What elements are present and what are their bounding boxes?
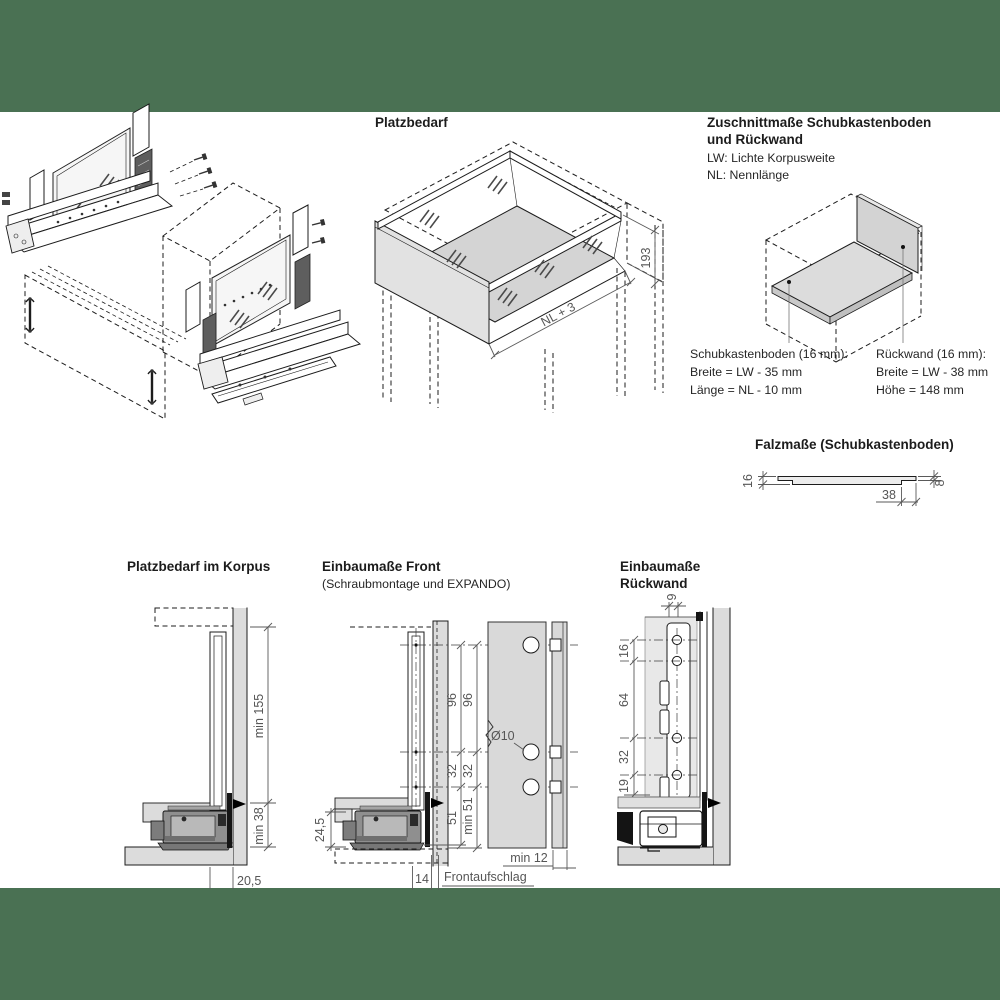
rear-runner — [617, 811, 702, 851]
drawer-bottom-board — [618, 797, 700, 808]
drawer-rail-back — [510, 151, 621, 219]
drawer-rail-left — [378, 151, 510, 229]
dim-9 — [661, 593, 686, 620]
dim-193 — [623, 215, 662, 288]
falz-drawing — [741, 470, 947, 506]
korpus-title: Platzbedarf im Korpus — [127, 559, 271, 574]
zuschnitt-drawing — [766, 194, 922, 362]
front-panel-edge-view — [550, 622, 567, 848]
dim-label-9: 9 — [665, 593, 679, 601]
dim-label-16: 16 — [617, 644, 631, 658]
falz-title: Falzmaße (Schubkastenboden) — [755, 437, 954, 452]
rueckwand-hoehe: Höhe = 148 mm — [876, 383, 964, 397]
zuschnitt-title-1: Zuschnittmaße Schubkastenboden — [707, 115, 932, 130]
dim-label-51: 51 — [445, 811, 459, 825]
end-cap — [186, 282, 200, 332]
end-cap — [293, 205, 308, 255]
drawer-front-profile — [408, 628, 424, 812]
dim-label-min38: min 38 — [252, 807, 266, 845]
dim-label-32-inner: 32 — [445, 764, 459, 778]
dim-label-64: 64 — [617, 693, 631, 707]
rueckwand-breite: Breite = LW - 38 mm — [876, 365, 989, 379]
dim-label-19: 19 — [617, 779, 631, 793]
dim-205 — [210, 867, 261, 889]
front-panel-section — [433, 621, 448, 866]
front-subtitle: (Schraubmontage und EXPANDO) — [322, 577, 511, 591]
label-frontaufschlag: Frontaufschlag — [444, 870, 527, 884]
dim-label-hole: Ø10 — [491, 729, 515, 743]
edge-notch — [550, 639, 561, 651]
zuschnitt-title-2: und Rückwand — [707, 132, 804, 147]
dim-label-16: 16 — [741, 474, 755, 488]
front-title: Einbaumaße Front — [322, 559, 441, 574]
dim-label-32-outer: 32 — [461, 764, 475, 778]
rueckwand-section-drawing — [617, 593, 730, 865]
boden-heading: Schubkastenboden (16 mm): — [690, 347, 848, 361]
dim-chain-outer — [461, 641, 481, 852]
dim-label-14: 14 — [415, 872, 429, 886]
drawer-runner — [151, 806, 232, 850]
front-fixing-screw — [26, 297, 34, 333]
rueckwand-title-1: Einbaumaße — [620, 559, 701, 574]
cabinet-side-panel — [233, 608, 247, 865]
drawer-side-profile — [210, 632, 226, 810]
dim-label-205: 20,5 — [237, 874, 262, 888]
dim-label-38: 38 — [882, 488, 896, 502]
boden-breite: Breite = LW - 35 mm — [690, 365, 803, 379]
screw-point-boden — [787, 280, 791, 284]
dim-min12 — [503, 850, 576, 870]
rueckwand-heading: Rückwand (16 mm): — [876, 347, 987, 361]
mounting-hole — [523, 744, 539, 760]
drawer-bottom-board-edge — [335, 809, 352, 822]
dim-chain-rueckwand — [617, 636, 638, 799]
boden-laenge: Länge = NL - 10 mm — [690, 383, 802, 397]
platzbedarf-title: Platzbedarf — [375, 115, 448, 130]
mounting-hole — [523, 637, 539, 653]
cabinet-rear-panel — [713, 608, 730, 865]
cabinet-top-panel — [155, 608, 233, 626]
dim-38 — [876, 483, 920, 506]
dim-min155-min38 — [250, 623, 276, 851]
boden-profile — [778, 477, 916, 485]
drawer-runner — [343, 806, 424, 850]
dim-8 — [918, 470, 947, 488]
edge-notch — [550, 781, 561, 793]
mounting-hole — [523, 779, 539, 795]
dim-label-96-outer: 96 — [461, 693, 475, 707]
front-section-drawing — [313, 621, 578, 890]
dim-label-245: 24,5 — [313, 817, 327, 843]
zuschnitt-legend-nl: NL: Nennlänge — [707, 168, 790, 182]
dim-label-min12: min 12 — [510, 851, 548, 865]
zuschnitt-legend-lw: LW: Lichte Korpusweite — [707, 151, 836, 165]
rueckwand-title-2: Rückwand — [620, 576, 688, 591]
dim-label-min51: min 51 — [461, 797, 475, 835]
dim-label-8: 8 — [933, 479, 947, 487]
dim-label-193: 193 — [639, 247, 653, 269]
mounting-screws — [170, 153, 217, 196]
dim-label-32: 32 — [617, 750, 631, 764]
dim-label-96-inner: 96 — [445, 693, 459, 707]
dim-label-nl3: NL + 3 — [538, 299, 578, 330]
end-cap — [133, 104, 149, 156]
dim-label-min155: min 155 — [252, 693, 266, 739]
connector-bracket — [295, 254, 310, 309]
front-panel-rear-view — [486, 622, 546, 848]
platzbedarf-drawing — [375, 142, 663, 413]
front-fixing-screw — [148, 369, 156, 405]
korpus-section-drawing — [125, 608, 276, 889]
screw-point-rueckwand — [901, 245, 905, 249]
exploded-assembly-view — [2, 104, 360, 419]
edge-notch — [550, 746, 561, 758]
front-panel-dashed — [25, 266, 186, 419]
